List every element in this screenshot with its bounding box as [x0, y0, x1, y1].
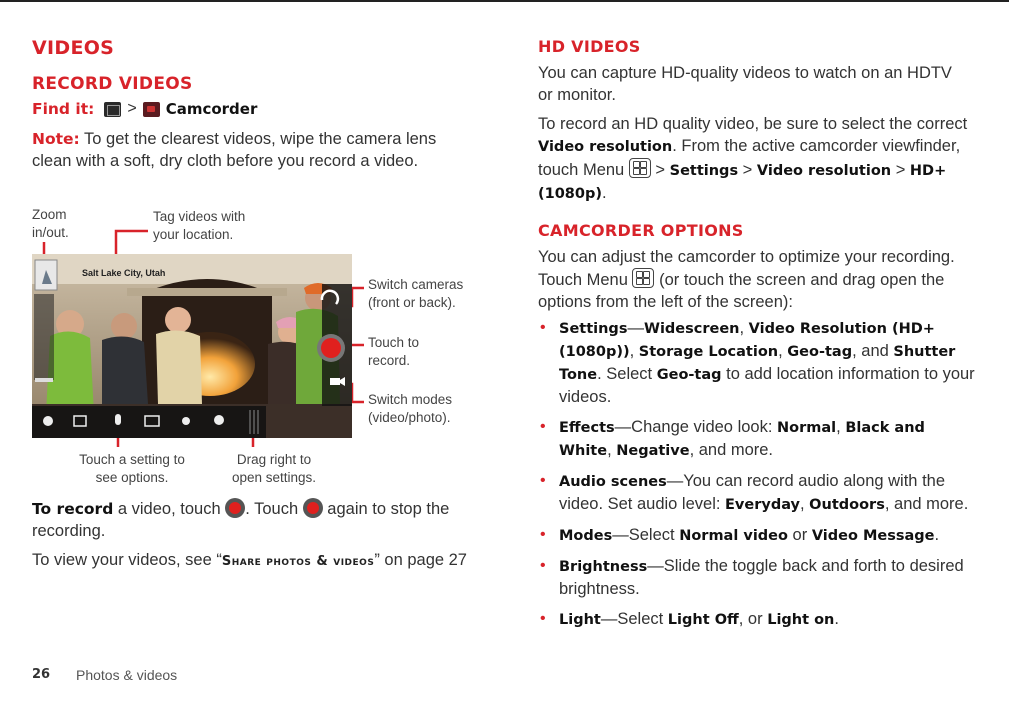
page-number: 26 — [32, 667, 51, 682]
option-text: —Slide the toggle back and forth to desired brightness. — [559, 557, 964, 598]
camcorder-options-heading: CAMCORDER OPTIONS — [538, 221, 744, 240]
share-photos-link[interactable]: Share photos & videos — [221, 554, 375, 569]
note-text: To get the clearest videos, wipe the camera lens clean with a soft, dry cloth before you record a video. — [32, 130, 437, 170]
options-intro-text-b: (or touch the screen and drag open the options from the left of the screen): — [538, 271, 945, 311]
option-bold: Negative — [616, 443, 690, 459]
option-bold: Normal — [777, 420, 837, 436]
option-bold: Video Message — [811, 528, 935, 544]
option-bold: Geo-tag — [787, 344, 853, 360]
option-text: — — [627, 319, 644, 337]
option-text: —Select — [612, 526, 680, 544]
option-bold: Video Resolution (HD+ (1080p)) — [559, 321, 935, 360]
screen-location-label: Salt Lake City, Utah — [82, 268, 166, 278]
callout-switch-cameras: Switch cameras (front or back). — [368, 277, 464, 310]
record-videos-heading: RECORD VIDEOS — [32, 74, 193, 94]
option-modes — [538, 524, 976, 547]
option-audio-title: Audio scenes — [559, 474, 667, 490]
option-bold: Light Off — [667, 612, 739, 628]
option-text: or — [787, 526, 812, 544]
hd-p2-bold-video-resolution-2: Video resolution — [756, 163, 892, 179]
camcorder-screenshot — [32, 254, 352, 438]
option-text: , and more. — [689, 441, 774, 459]
menu-icon-2 — [632, 268, 654, 288]
view-text-1: To view your videos, see “ — [32, 551, 222, 569]
option-text: —Change video look: — [614, 418, 778, 436]
option-text: , and — [852, 342, 894, 360]
option-bold: Outdoors — [809, 497, 885, 513]
hd-paragraph-1: You can capture HD-quality videos to watch on an HDTV or monitor. — [538, 64, 952, 104]
option-bold: Everyday — [725, 497, 800, 513]
footer-section: Photos & videos — [76, 667, 178, 683]
option-bold: Storage Location — [638, 344, 779, 360]
option-text: . — [834, 610, 839, 628]
option-effects-title: Effects — [559, 420, 615, 436]
hd-p2-sep-3: > — [891, 161, 910, 179]
record-button-icon — [225, 498, 245, 518]
options-intro-paragraph — [538, 246, 968, 313]
option-text: . — [934, 526, 940, 544]
option-effects — [538, 416, 976, 462]
option-light-title: Light — [559, 612, 601, 628]
option-text: , or — [738, 610, 768, 628]
option-text: , — [800, 495, 810, 513]
option-text: , — [778, 342, 788, 360]
find-it-label: Find it: — [32, 100, 95, 118]
option-text: , — [836, 418, 846, 436]
option-bold: Widescreen — [643, 321, 740, 337]
view-videos-paragraph — [32, 549, 472, 573]
option-bold: Light on — [767, 612, 835, 628]
option-bold: Black and White — [559, 420, 925, 459]
callout-drag-right: Drag right to open settings. — [231, 452, 317, 485]
record-button-icon-2 — [303, 498, 323, 518]
option-text: , — [739, 319, 749, 337]
note-label: Note: — [32, 130, 80, 148]
options-intro-text-a: You can adjust the camcorder to optimize your recording. Touch Menu — [538, 248, 955, 289]
hd-p2-sep-1: > — [650, 161, 670, 179]
hd-p2-bold-settings: Settings — [669, 163, 739, 179]
to-record-paragraph — [32, 498, 472, 542]
hd-p2-bold-hd: HD+ (1080p) — [538, 163, 947, 202]
hd-p2-period: . — [602, 184, 607, 202]
callout-zoom: Zoom in/out. — [32, 207, 69, 240]
option-brightness — [538, 555, 976, 600]
option-text: —You can record audio along with the video. Set audio level: — [559, 472, 946, 513]
hd-p2-text-c: . From the active camcorder viewfinder, touch Menu — [538, 137, 961, 179]
view-text-2: ” on page 27 — [374, 551, 467, 569]
option-text: . Select — [597, 365, 657, 383]
camcorder-app-name: Camcorder — [165, 100, 258, 118]
option-text: , — [629, 342, 639, 360]
hd-p2-text-a: To record an HD quality video, be sure to select the correct — [538, 115, 968, 133]
to-record-text-1: a video, touch — [113, 500, 226, 518]
option-text: , — [607, 441, 617, 459]
callout-touch-record: Touch to record. — [368, 335, 420, 368]
callout-tag: Tag videos with your location. — [153, 209, 246, 242]
option-light — [538, 608, 976, 631]
hd-videos-heading: HD VIDEOS — [538, 37, 641, 56]
find-it-separator: > — [127, 100, 137, 117]
to-record-bold: To record — [32, 500, 114, 518]
option-text: , and more. — [884, 495, 969, 513]
hd-p2-sep-2: > — [738, 161, 757, 179]
to-record-text-2: . Touch — [245, 500, 303, 518]
option-text: to add location information to your videos. — [559, 365, 975, 406]
option-brightness-title: Brightness — [559, 559, 648, 575]
callout-touch-setting: Touch a setting to see options. — [79, 452, 185, 485]
option-bold: Shutter Tone — [559, 344, 956, 383]
option-bold: Geo-tag — [656, 367, 722, 383]
options-list — [538, 317, 976, 639]
hd-p2-bold-video-resolution: Video resolution — [538, 139, 673, 155]
option-settings-title: Settings — [559, 321, 628, 337]
camcorder-scene-illustration — [32, 254, 352, 438]
menu-icon — [629, 158, 651, 178]
hd-paragraph-2 — [538, 113, 968, 205]
option-text: —Select — [600, 610, 668, 628]
option-bold: Normal video — [679, 528, 788, 544]
callout-switch-modes: Switch modes (video/photo). — [368, 392, 453, 425]
option-settings — [538, 317, 976, 408]
option-modes-title: Modes — [559, 528, 613, 544]
to-record-text-3: again to stop the recording. — [32, 500, 450, 540]
page-title: VIDEOS — [32, 37, 115, 59]
option-audio-scenes — [538, 470, 976, 516]
